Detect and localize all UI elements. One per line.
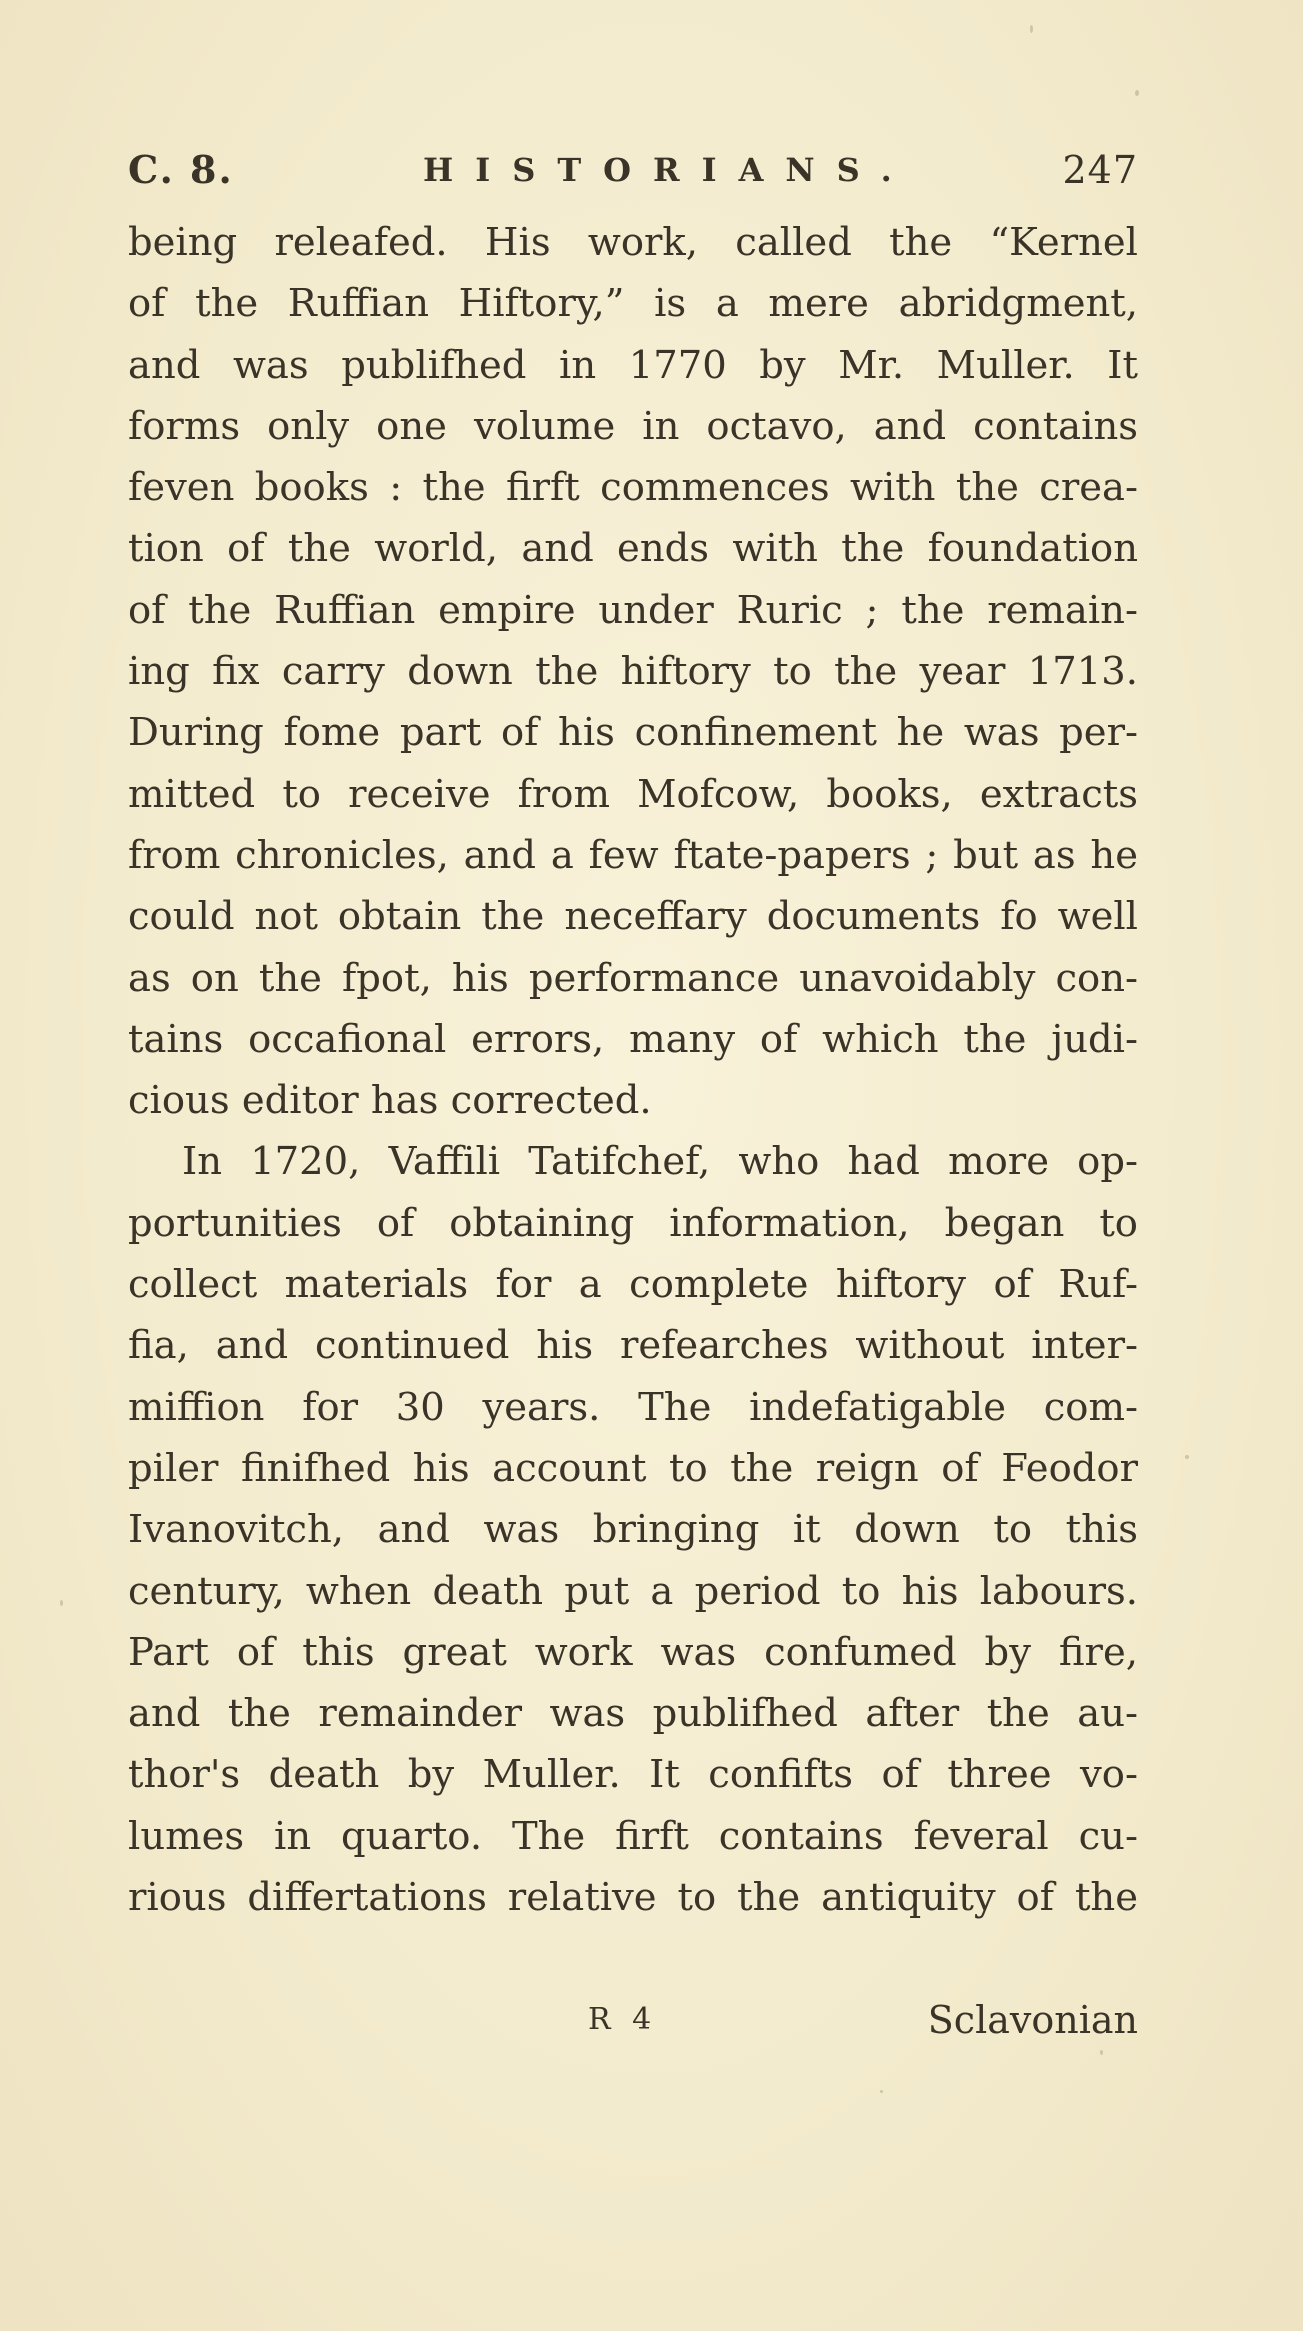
- text-line: of the Ruffian empire under Ruric ; the remain-: [128, 587, 1138, 633]
- page-footer: [128, 1990, 1138, 2050]
- text-line: fia, and continued his refearches without inter-: [128, 1323, 1138, 1369]
- text-line: collect materials for a complete hiftory of Ruf-: [128, 1262, 1138, 1308]
- text-line: During fome part of his confinement he was per-: [128, 710, 1138, 756]
- text-line: from chronicles, and a few ftate-papers ; but as he: [128, 832, 1138, 878]
- text-line: and was publifhed in 1770 by Mr. Muller. It: [128, 342, 1138, 388]
- text-line: forms only one volume in octavo, and contains: [128, 403, 1138, 449]
- paper-speck: [1135, 90, 1139, 96]
- chapter-marker: C. 8.: [128, 147, 234, 192]
- paper-speck: [1030, 25, 1033, 33]
- text-line: thor's death by Muller. It confifts of three vo-: [128, 1752, 1138, 1798]
- text-line: of the Ruffian Hiftory,” is a mere abridgment,: [128, 281, 1138, 327]
- text-line: tains occafional errors, many of which the judi-: [128, 1016, 1138, 1062]
- text-line: In 1720, Vaffili Tatifchef, who had more op-: [182, 1139, 1138, 1185]
- text-line: piler finifhed his account to the reign of Feodor: [128, 1445, 1138, 1491]
- body-text: [128, 212, 1138, 1928]
- text-line: lumes in quarto. The firft contains feveral cu-: [128, 1813, 1138, 1859]
- text-line: rious differtations relative to the antiquity of the: [128, 1875, 1138, 1921]
- text-line: mitted to receive from Mofcow, books, extracts: [128, 771, 1138, 817]
- text-line: tion of the world, and ends with the foundation: [128, 526, 1138, 572]
- page-number: 247: [1062, 148, 1138, 192]
- text-line: and the remainder was publifhed after the au-: [128, 1691, 1138, 1737]
- text-line: ing fix carry down the hiftory to the year 1713.: [128, 649, 1138, 695]
- text-line: as on the fpot, his performance unavoidably con-: [128, 955, 1138, 1001]
- text-line: feven books : the firft commences with the crea-: [128, 465, 1138, 511]
- text-line: portunities of obtaining information, began to: [128, 1200, 1138, 1246]
- text-line: cious editor has corrected.: [128, 1078, 652, 1124]
- running-title: HISTORIANS.: [423, 151, 914, 189]
- paper-speck: [60, 1600, 63, 1606]
- text-line: century, when death put a period to his labours.: [128, 1568, 1138, 1614]
- text-line: Ivanovitch, and was bringing it down to this: [128, 1507, 1138, 1553]
- text-line: Part of this great work was confumed by fire,: [128, 1629, 1138, 1675]
- signature-mark: R 4: [588, 2002, 658, 2037]
- catchword: Sclavonian: [927, 1998, 1138, 2042]
- paper-speck: [880, 2090, 883, 2093]
- running-head: [128, 140, 1138, 200]
- text-line: miffion for 30 years. The indefatigable com-: [128, 1384, 1138, 1430]
- paper-speck: [1100, 2050, 1103, 2055]
- text-line: could not obtain the neceffary documents fo well: [128, 894, 1138, 940]
- text-line: being releafed. His work, called the “Kernel: [128, 220, 1138, 265]
- paper-speck: [1185, 1455, 1189, 1459]
